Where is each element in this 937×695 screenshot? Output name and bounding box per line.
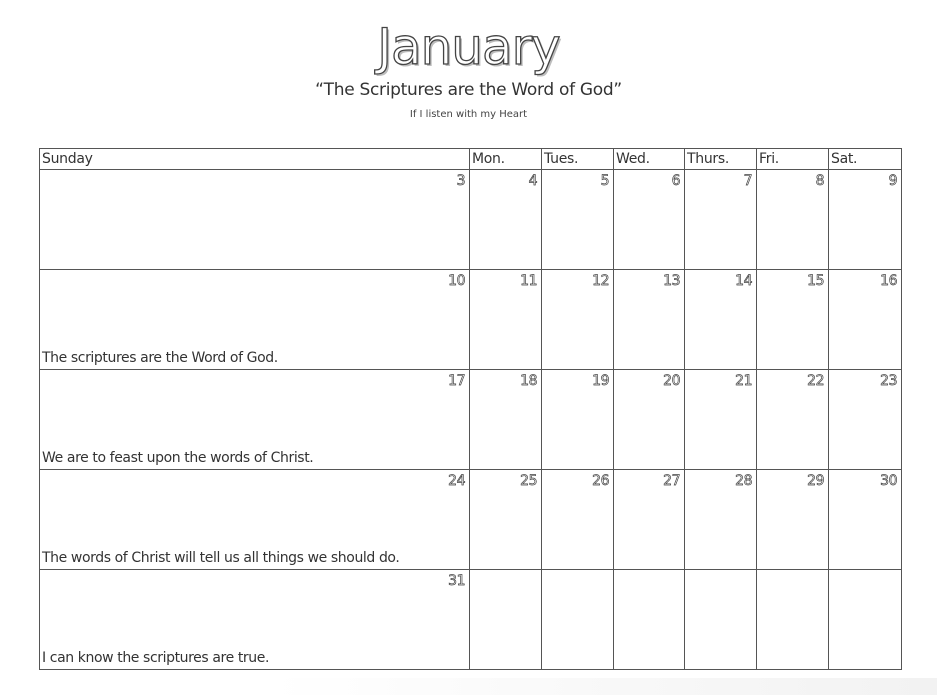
day-cell	[40, 570, 470, 670]
day-cell	[470, 270, 542, 370]
day-cell	[757, 170, 829, 270]
day-cell	[757, 270, 829, 370]
day-number: 9	[888, 173, 897, 189]
day-number: 20	[663, 373, 680, 389]
day-cell	[614, 570, 685, 670]
day-number: 27	[663, 473, 680, 489]
day-cell	[614, 170, 685, 270]
day-header-thursday: Thurs.	[685, 149, 757, 170]
day-number: 8	[815, 173, 824, 189]
week-row	[40, 270, 902, 370]
day-header-tuesday: Tues.	[542, 149, 614, 170]
day-cell	[829, 270, 902, 370]
day-number: 14	[735, 273, 752, 289]
day-cell	[542, 270, 614, 370]
day-header-saturday: Sat.	[829, 149, 902, 170]
day-cell	[542, 470, 614, 570]
calendar-grid	[39, 148, 902, 670]
sunday-note: We are to feast upon the words of Christ.	[42, 450, 314, 466]
day-cell	[40, 270, 470, 370]
day-cell	[829, 170, 902, 270]
day-cell	[470, 570, 542, 670]
day-cell	[685, 570, 757, 670]
day-header-row	[40, 149, 902, 170]
day-header-monday: Mon.	[470, 149, 542, 170]
week-row	[40, 470, 902, 570]
day-header-friday: Fri.	[757, 149, 829, 170]
day-number: 28	[735, 473, 752, 489]
day-header-sunday: Sunday	[40, 149, 470, 170]
day-number: 30	[880, 473, 897, 489]
day-number: 10	[448, 273, 465, 289]
day-cell	[685, 470, 757, 570]
day-number: 6	[671, 173, 680, 189]
day-number: 5	[600, 173, 609, 189]
day-cell	[829, 470, 902, 570]
week-row	[40, 570, 902, 670]
calendar-tagline: If I listen with my Heart	[409, 109, 528, 120]
day-header-wednesday: Wed.	[614, 149, 685, 170]
day-number: 7	[743, 173, 752, 189]
day-cell	[757, 570, 829, 670]
day-number: 12	[592, 273, 609, 289]
day-cell	[757, 470, 829, 570]
day-cell	[40, 370, 470, 470]
day-cell	[614, 270, 685, 370]
day-cell	[542, 170, 614, 270]
day-cell	[829, 570, 902, 670]
day-cell	[829, 370, 902, 470]
day-cell	[614, 370, 685, 470]
month-title: January	[377, 18, 560, 76]
day-number: 22	[807, 373, 824, 389]
day-number: 26	[592, 473, 609, 489]
day-number: 24	[448, 473, 465, 489]
day-cell	[685, 170, 757, 270]
day-cell	[40, 470, 470, 570]
day-cell	[685, 370, 757, 470]
day-cell	[542, 370, 614, 470]
calendar-subtitle: “The Scriptures are the Word of God”	[315, 80, 622, 100]
day-number: 17	[448, 373, 465, 389]
page-edge-shadow	[270, 678, 937, 695]
day-number: 4	[528, 173, 537, 189]
week-row	[40, 170, 902, 270]
day-number: 23	[880, 373, 897, 389]
day-cell	[614, 470, 685, 570]
day-cell	[40, 170, 470, 270]
day-number: 11	[520, 273, 537, 289]
day-cell	[470, 470, 542, 570]
day-number: 19	[592, 373, 609, 389]
day-number: 18	[520, 373, 537, 389]
day-cell	[470, 170, 542, 270]
day-cell	[757, 370, 829, 470]
day-cell	[685, 270, 757, 370]
sunday-note: The scriptures are the Word of God.	[42, 350, 278, 366]
day-cell	[470, 370, 542, 470]
day-number: 31	[448, 573, 465, 589]
day-number: 15	[807, 273, 824, 289]
day-cell	[542, 570, 614, 670]
day-number: 25	[520, 473, 537, 489]
day-number: 21	[735, 373, 752, 389]
week-row	[40, 370, 902, 470]
day-number: 3	[456, 173, 465, 189]
sunday-note: I can know the scriptures are true.	[42, 650, 270, 666]
day-number: 29	[807, 473, 824, 489]
day-number: 13	[663, 273, 680, 289]
day-number: 16	[880, 273, 897, 289]
sunday-note: The words of Christ will tell us all things we should do.	[42, 550, 400, 566]
